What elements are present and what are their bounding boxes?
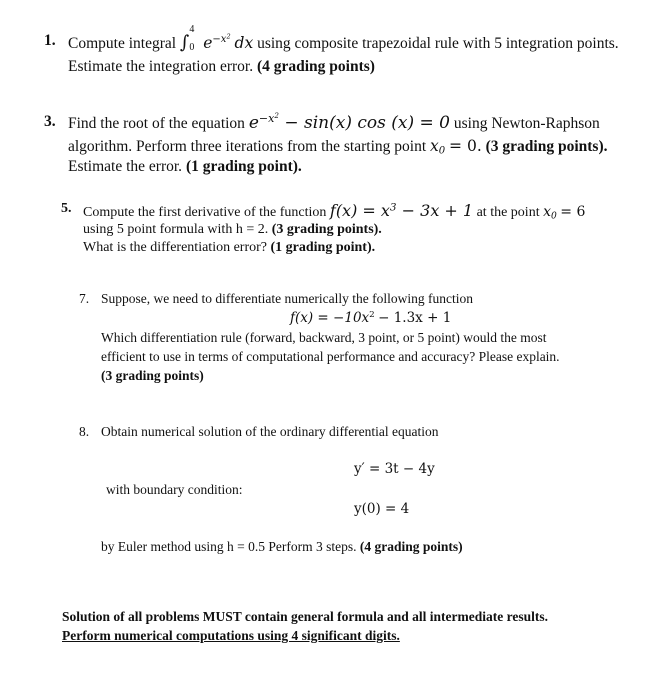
problem-8-line-1: Obtain numerical solution of the ordinary differential equation bbox=[101, 424, 439, 439]
problem-8-method: by Euler method using h = 0.5 Perform 3 steps. bbox=[101, 539, 357, 554]
footer-line-2: Perform numerical computations using 4 significant digits. bbox=[62, 628, 400, 643]
problem-1-line-2 bbox=[68, 58, 375, 76]
problem-8-number: 8. bbox=[79, 424, 90, 439]
problem-5-intro: Compute the first derivative of the function bbox=[83, 205, 327, 220]
problem-3-method: using Newton-Raphson bbox=[453, 115, 600, 132]
integral-sign: ∫ bbox=[179, 32, 190, 53]
problem-3-points-a: (3 grading points). bbox=[485, 138, 608, 155]
problem-1-line-1 bbox=[68, 24, 619, 53]
problem-3-intro: Find the root of the equation bbox=[68, 115, 245, 132]
problem-3-x0-value: = 0. bbox=[449, 137, 482, 155]
problem-5-at: at the point bbox=[476, 205, 540, 220]
problem-5-points-b: (1 grading point). bbox=[270, 240, 376, 255]
problem-7-line-4: efficient to use in terms of computational performance and accuracy? Please explain. bbox=[101, 349, 560, 364]
problem-8-bc: y(0) = 4 bbox=[354, 501, 410, 517]
problem-5-x0: $x_0$ bbox=[543, 204, 557, 222]
problem-3-number: 3. bbox=[44, 113, 56, 130]
integrand: $e^{-x^2}$ bbox=[203, 32, 231, 52]
problem-3-equation: $e^{-x^2} - \sin(x)$ cos (x) = 0 bbox=[248, 111, 450, 133]
problem-3-line-3 bbox=[68, 158, 302, 176]
problem-8-last-line bbox=[101, 539, 463, 555]
problem-5-line-2 bbox=[83, 222, 382, 238]
problem-7-line-1: Suppose, we need to differentiate numerically the following function bbox=[101, 291, 474, 306]
problem-3-line-2 bbox=[68, 137, 608, 156]
problem-5-line-1 bbox=[83, 201, 585, 221]
problem-3-points-b: (1 grading point). bbox=[185, 158, 302, 175]
problem-8-ode: y′ = 3t − 4y bbox=[354, 461, 435, 477]
problem-1-intro: Compute integral bbox=[68, 35, 177, 52]
problem-7-function: $f(x) = -10x^2 - 1.3x + 1$ bbox=[290, 310, 452, 326]
problem-1-number: 1. bbox=[44, 32, 56, 49]
problem-5-x0-value: = 6 bbox=[560, 204, 586, 220]
problem-8-bc-label: with boundary condition: bbox=[106, 482, 243, 497]
problem-7-line-3: Which differentiation rule (forward, backward, 3 point, or 5 point) would the most bbox=[101, 330, 547, 345]
problem-3-line-1 bbox=[68, 113, 600, 133]
problem-3-x0: $x_0$ bbox=[430, 137, 446, 157]
problem-1-points: (4 grading points) bbox=[256, 58, 375, 75]
problem-5-line-3 bbox=[83, 240, 375, 256]
problem-5-points-a: (3 grading points). bbox=[271, 222, 382, 237]
dx: dx bbox=[234, 34, 254, 52]
problem-5-question: What is the differentiation error? bbox=[83, 240, 267, 255]
problem-5-number: 5. bbox=[61, 201, 72, 216]
problem-7-points: (3 grading points) bbox=[101, 368, 204, 383]
problem-3-iterations: algorithm. Perform three iterations from the starting point bbox=[68, 138, 427, 155]
integral-limits: 4 0 bbox=[189, 24, 195, 53]
problem-7-number: 7. bbox=[79, 291, 90, 306]
problem-1-method: using composite trapezoidal rule with 5 integration points. bbox=[257, 35, 619, 52]
problem-5-function: $f(x) = x^3 - 3x + 1$ bbox=[329, 201, 474, 220]
problem-5-formula: using 5 point formula with h = 2. bbox=[83, 222, 269, 237]
problem-8-points: (4 grading points) bbox=[359, 539, 463, 554]
problem-1-estimate: Estimate the integration error. bbox=[68, 58, 254, 75]
problem-3-estimate: Estimate the error. bbox=[68, 158, 183, 175]
footer-line-1: Solution of all problems MUST contain general formula and all intermediate results. bbox=[62, 609, 549, 624]
